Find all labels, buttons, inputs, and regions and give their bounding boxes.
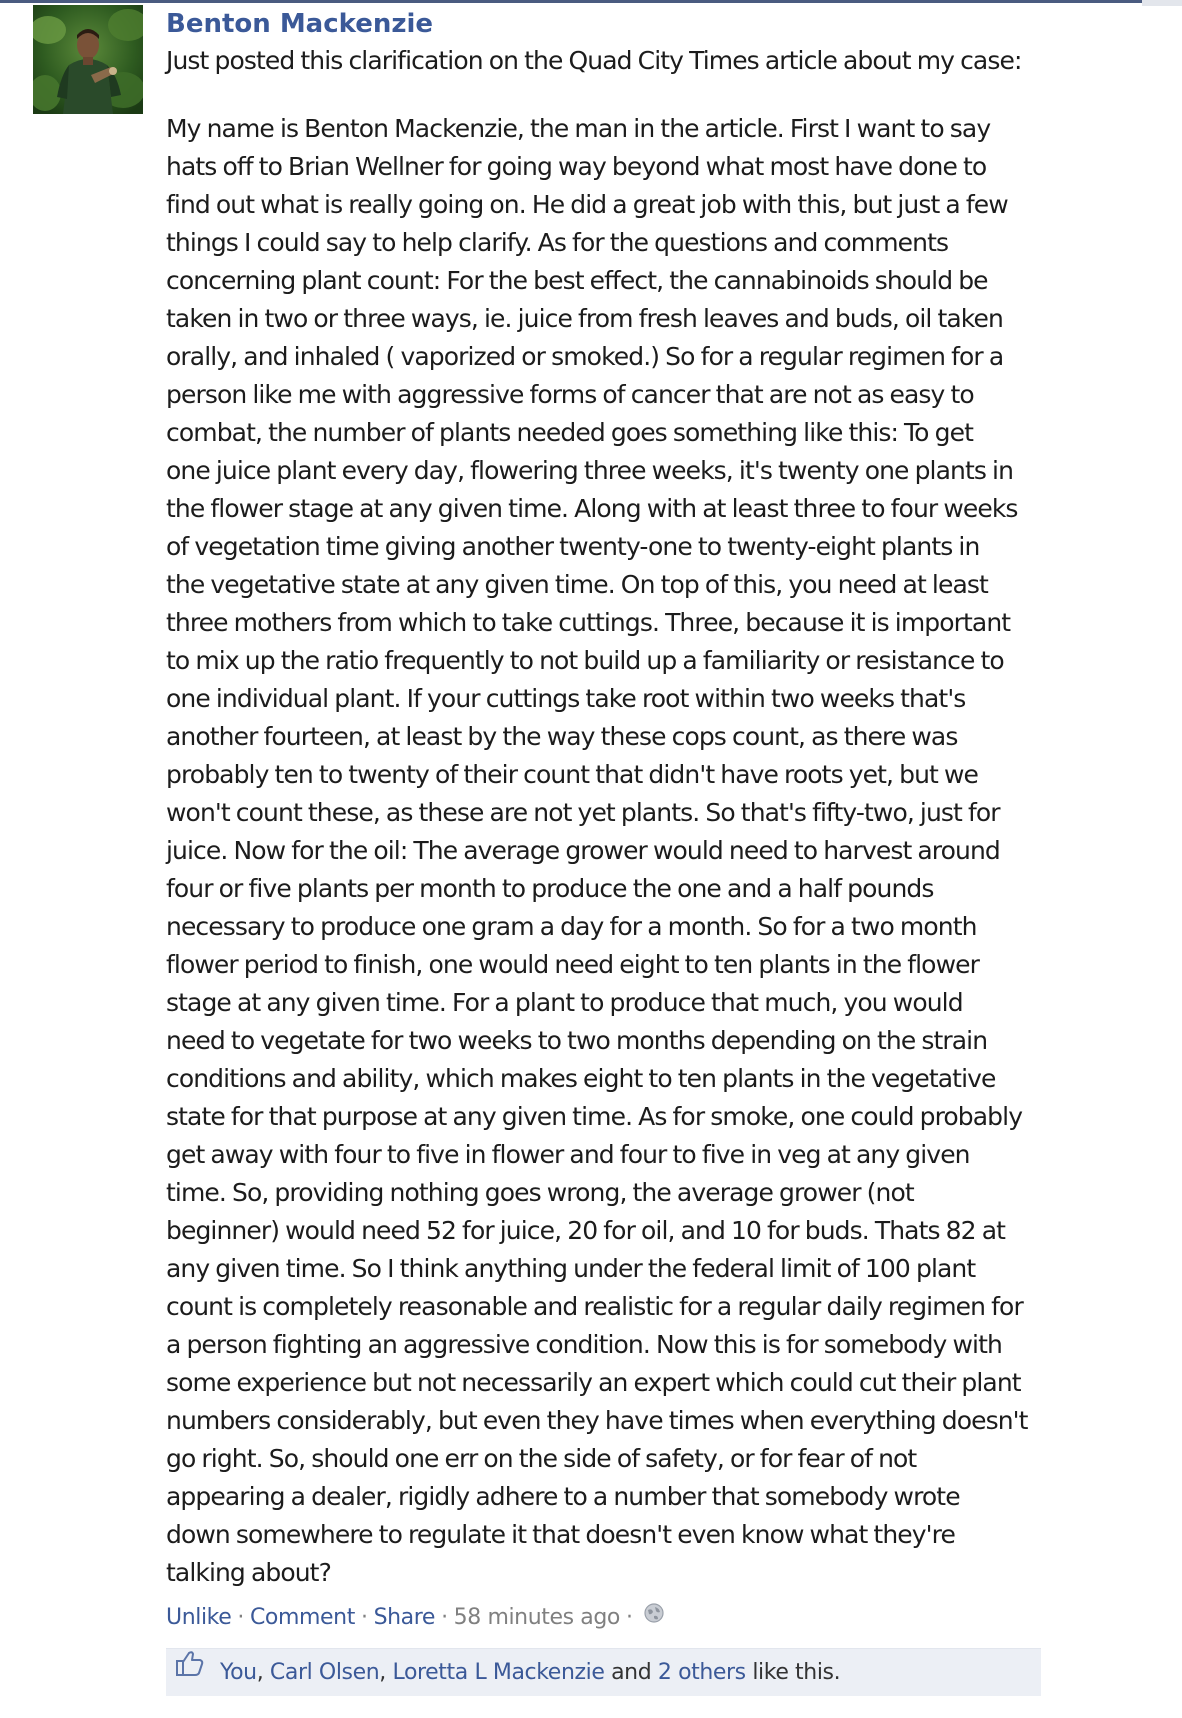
post-body-line: probably ten to twenty of their count that didn't have roots yet, but we (166, 760, 979, 789)
post-body-line: to mix up the ratio frequently to not build up a familiarity or resistance to (166, 646, 1004, 675)
post-body-line: the vegetative state at any given time. On top of this, you need at least (166, 570, 988, 599)
post-body-line: a person fighting an aggressive condition. Now this is for somebody with (166, 1330, 1002, 1359)
separator-dot: · (237, 1605, 244, 1630)
post-body-text (166, 110, 1086, 1592)
post-body-line: some experience but not necessarily an expert which could cut their plant (166, 1368, 1021, 1397)
post-body-line: hats off to Brian Wellner for going way beyond what most have done to (166, 152, 987, 181)
post-body-line: talking about? (166, 1558, 331, 1587)
post-body-line: orally, and inhaled ( vaporized or smoked.) So for a regular regimen for a (166, 342, 1004, 371)
post-body-line: taken in two or three ways, ie. juice from fresh leaves and buds, oil taken (166, 304, 1003, 333)
separator-dot: · (626, 1605, 633, 1630)
likes-summary (166, 1648, 1041, 1696)
post-body-line: beginner) would need 52 for juice, 20 for oil, and 10 for buds. Thats 82 at (166, 1216, 1006, 1245)
unlike-link[interactable]: Unlike (166, 1605, 232, 1630)
liker-carl-olsen-link[interactable]: Carl Olsen (269, 1660, 380, 1685)
liker-you-link[interactable]: You (220, 1660, 257, 1685)
post-body-line: juice. Now for the oil: The average grower would need to harvest around (166, 836, 1000, 865)
post-body-line: the flower stage at any given time. Along with at least three to four weeks (166, 494, 1018, 523)
thumbs-up-icon (174, 1647, 204, 1695)
post-content (166, 0, 1086, 1696)
post-body-line: count is completely reasonable and realistic for a regular daily regimen for (166, 1292, 1023, 1321)
post-body-line: state for that purpose at any given time. As for smoke, one could probably (166, 1102, 1023, 1131)
post-body-line: flower period to finish, one would need eight to ten plants in the flower (166, 950, 979, 979)
comment-link[interactable]: Comment (249, 1605, 355, 1630)
post-body-line: My name is Benton Mackenzie, the man in the article. First I want to say (166, 114, 991, 143)
post-intro-text: Just posted this clarification on the Quad City Times article about my case: (166, 46, 1022, 75)
likes-others-link[interactable]: 2 others (657, 1660, 746, 1685)
author-avatar[interactable] (33, 5, 143, 114)
post-body-line: go right. So, should one err on the side of safety, or for fear of not (166, 1444, 917, 1473)
separator-dot: · (441, 1605, 448, 1630)
likes-comma: , (256, 1660, 270, 1685)
post-body-line: of vegetation time giving another twenty-one to twenty-eight plants in (166, 532, 980, 561)
post-body-line: person like me with aggressive forms of cancer that are not as easy to (166, 380, 974, 409)
separator-dot: · (360, 1605, 368, 1630)
post-body-line: stage at any given time. For a plant to produce that much, you would (166, 988, 963, 1017)
post-body-line: appearing a dealer, rigidly adhere to a number that somebody wrote (166, 1482, 960, 1511)
post-body-line: need to vegetate for two weeks to two months depending on the strain (166, 1026, 988, 1055)
post-body-line: time. So, providing nothing goes wrong, the average grower (not (166, 1178, 914, 1207)
post-body-line: combat, the number of plants needed goes something like this: To get (166, 418, 973, 447)
post-body-line: conditions and ability, which makes eight to ten plants in the vegetative (166, 1064, 996, 1093)
post-body-line: one juice plant every day, flowering three weeks, it's twenty one plants in (166, 456, 1014, 485)
top-border-right-corner (1142, 0, 1182, 6)
likes-suffix-text: like this. (745, 1660, 841, 1685)
post-body-line: find out what is really going on. He did a great job with this, but just a few (166, 190, 1008, 219)
avatar-photo (33, 5, 143, 114)
post-body-line: down somewhere to regulate it that doesn't even know what they're (166, 1520, 955, 1549)
post-actions-bar (166, 1598, 1086, 1638)
post-body-line: won't count these, as these are not yet plants. So that's fifty-two, just for (166, 798, 1000, 827)
share-link[interactable]: Share (373, 1605, 436, 1630)
post-body-line: things I could say to help clarify. As for the questions and comments (166, 228, 949, 257)
post-timestamp[interactable]: 58 minutes ago (453, 1605, 620, 1630)
post-body-line: another fourteen, at least by the way these cops count, as there was (166, 722, 958, 751)
post-body-line: four or five plants per month to produce the one and a half pounds (166, 874, 934, 903)
post-body-line: three mothers from which to take cuttings. Three, because it is important (166, 608, 1011, 637)
likes-and-text: and (604, 1660, 658, 1685)
liker-loretta-mackenzie-link[interactable]: Loretta L Mackenzie (392, 1660, 605, 1685)
likes-comma: , (379, 1660, 393, 1685)
post-body-line: numbers considerably, but even they have times when everything doesn't (166, 1406, 1028, 1435)
post-body-line: necessary to produce one gram a day for a month. So for a two month (166, 912, 977, 941)
post-body-line: concerning plant count: For the best effect, the cannabinoids should be (166, 266, 988, 295)
author-name-link[interactable]: Benton Mackenzie (166, 9, 434, 39)
globe-icon[interactable] (643, 1598, 665, 1638)
post-body-line: any given time. So I think anything under the federal limit of 100 plant (166, 1254, 976, 1283)
post-body-line: one individual plant. If your cuttings take root within two weeks that's (166, 684, 966, 713)
post-body-line: get away with four to five in flower and four to five in veg at any given (166, 1140, 970, 1169)
